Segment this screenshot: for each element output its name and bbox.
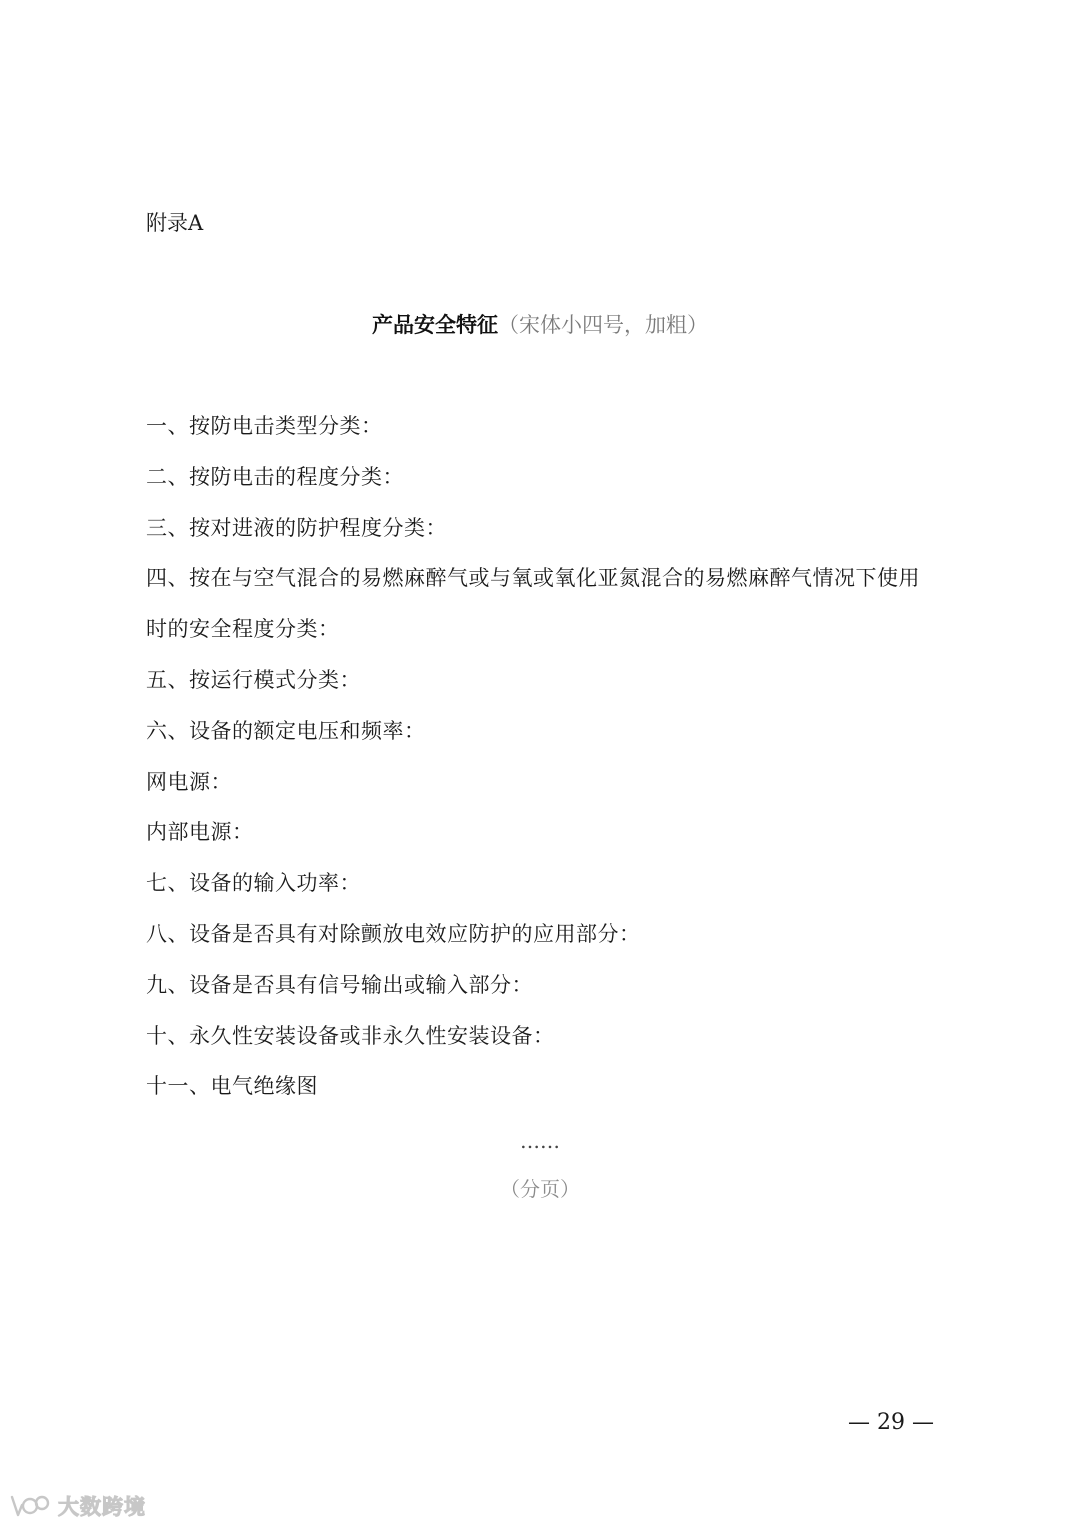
list-item: 六、设备的额定电压和频率： — [146, 718, 426, 743]
title-format-note: （宋体小四号，加粗） — [498, 313, 708, 337]
list-item: 二、按防电击的程度分类： — [146, 464, 404, 489]
logo-icon — [8, 1491, 52, 1521]
title-main: 产品安全特征 — [372, 312, 498, 337]
appendix-label: 附录A — [146, 211, 204, 235]
list-item: 十、永久性安装设备或非永久性安装设备： — [146, 1023, 555, 1048]
list-item: 十一、电气绝缘图 — [146, 1074, 318, 1099]
list-item: 八、设备是否具有对除颤放电效应防护的应用部分： — [146, 921, 641, 946]
list-item: 九、设备是否具有信号输出或输入部分： — [146, 972, 533, 997]
safety-feature-list — [146, 411, 946, 1122]
list-item: 五、按运行模式分类： — [146, 667, 361, 692]
page-number: — 29 — — [848, 1410, 934, 1435]
list-item: 七、设备的输入功率： — [146, 871, 361, 896]
list-item: 网电源： — [146, 769, 232, 794]
page-break-note: （分页） — [500, 1177, 580, 1201]
list-item: 时的安全程度分类： — [146, 617, 340, 642]
list-item: 三、按对进液的防护程度分类： — [146, 515, 447, 540]
list-item: 内部电源： — [146, 820, 254, 845]
watermark-text: 大数跨境 — [58, 1495, 146, 1519]
ellipsis: …… — [520, 1129, 560, 1153]
list-item: 四、按在与空气混合的易燃麻醉气或与氧或氧化亚氮混合的易燃麻醉气情况下使用 — [146, 566, 920, 591]
page-title — [0, 310, 1080, 340]
list-item: 一、按防电击类型分类： — [146, 414, 383, 438]
watermark — [8, 1488, 146, 1524]
